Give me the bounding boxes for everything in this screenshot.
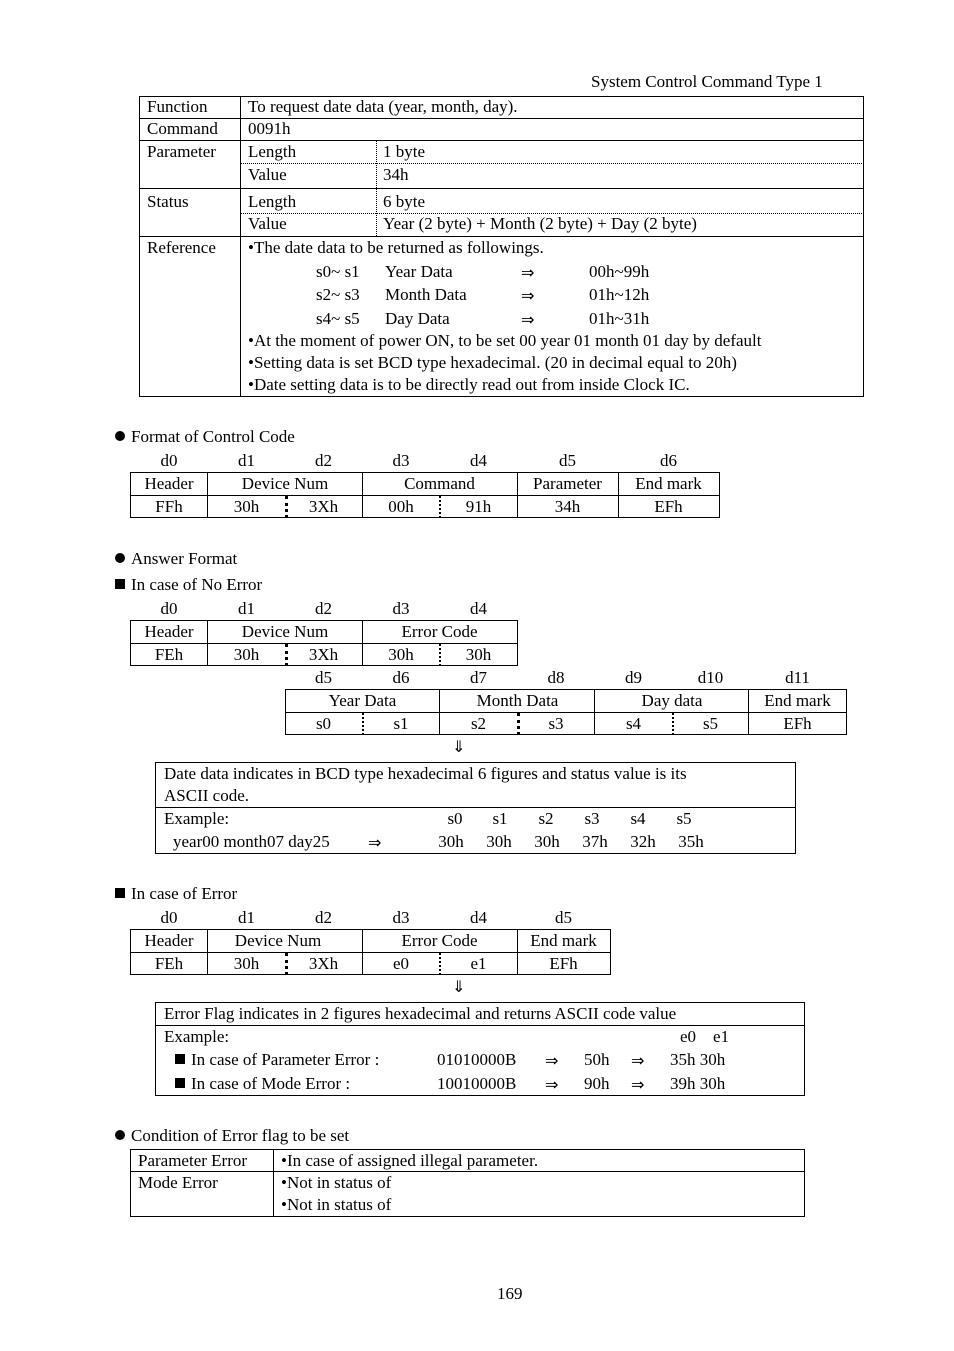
row-bin: 01010000B xyxy=(437,1050,517,1069)
reference-note: •At the moment of power ON, to be set 00 year 01 month 01 day by default xyxy=(248,331,762,350)
mode-error-label: Mode Error xyxy=(138,1173,218,1192)
header-cell: Command xyxy=(404,474,475,493)
header-cell: Day data xyxy=(641,691,703,710)
header-cell: Error Code xyxy=(401,931,478,950)
ref-code: s0~ s1 xyxy=(316,262,360,281)
row-label: In case of Parameter Error : xyxy=(191,1050,380,1069)
right-arrow-icon: ⇒ xyxy=(521,286,535,305)
header-cell: Month Data xyxy=(476,691,559,710)
param-value-value: 34h xyxy=(383,165,409,184)
example-input: year00 month07 day25 xyxy=(173,832,330,851)
value-cell: e0 xyxy=(392,954,410,973)
ref-name: Day Data xyxy=(385,309,450,328)
right-arrow-icon: ⇒ xyxy=(368,833,382,852)
value-cell: 3Xh xyxy=(308,954,339,973)
down-arrow-icon: ⇓ xyxy=(452,977,466,996)
no-error-title xyxy=(115,575,262,595)
row-ascii: 39h 30h xyxy=(670,1074,726,1093)
d-label: d11 xyxy=(785,668,810,687)
control-code-title xyxy=(115,427,295,447)
value-cell: 30h xyxy=(233,645,260,664)
d-label: d3 xyxy=(392,908,410,927)
d-label: d10 xyxy=(697,668,724,687)
reference-intro: •The date data to be returned as followings. xyxy=(248,238,544,257)
status-value-label: Value xyxy=(248,214,287,233)
header-cell: Year Data xyxy=(328,691,397,710)
row-hex: 50h xyxy=(584,1050,610,1069)
d-label: d5 xyxy=(555,908,572,927)
example-label: Example: xyxy=(164,809,230,828)
status-label: Status xyxy=(147,192,189,211)
value-cell: s1 xyxy=(393,714,409,733)
d-label: d1 xyxy=(238,599,255,618)
value-cell: EFh xyxy=(783,714,812,733)
square-bullet-icon xyxy=(175,1054,185,1064)
param-length-value: 1 byte xyxy=(383,142,426,161)
value-cell: 30h xyxy=(465,645,492,664)
value-cell: FEh xyxy=(154,954,184,973)
subsection-title: In case of No Error xyxy=(131,575,263,594)
header-cell: Header xyxy=(144,622,194,641)
value-cell: 30h xyxy=(388,645,414,664)
value-cell: FEh xyxy=(154,645,184,664)
value-cell: e1 xyxy=(470,954,487,973)
reference-note: •Date setting data is to be directly read out from inside Clock IC. xyxy=(248,375,690,394)
header-cell: Device Num xyxy=(241,474,329,493)
d-label: d3 xyxy=(392,451,410,470)
example-col: e0 e1 xyxy=(680,1027,730,1046)
header-cell: Parameter xyxy=(533,474,602,493)
d-label: d2 xyxy=(315,599,332,618)
example-col: s5 xyxy=(676,809,692,828)
value-cell: s0 xyxy=(315,714,332,733)
d-label: d3 xyxy=(392,599,410,618)
value-cell: s5 xyxy=(702,714,719,733)
header-cell: End mark xyxy=(764,691,831,710)
header-cell: End mark xyxy=(530,931,597,950)
bullet-icon xyxy=(115,553,125,563)
command-label: Command xyxy=(147,119,218,138)
value-cell: 30h xyxy=(233,954,260,973)
d-label: d5 xyxy=(315,668,332,687)
reference-label: Reference xyxy=(147,238,216,257)
error-example-row xyxy=(175,1050,379,1070)
header-cell: Header xyxy=(144,474,194,493)
square-bullet-icon xyxy=(175,1078,185,1088)
d-label: d4 xyxy=(470,908,487,927)
square-bullet-icon xyxy=(115,888,125,898)
row-bin: 10010000B xyxy=(437,1074,517,1093)
bullet-icon xyxy=(115,431,125,441)
down-arrow-icon: ⇓ xyxy=(452,737,466,756)
param-length-label: Length xyxy=(248,142,297,161)
bullet-icon xyxy=(115,1130,125,1140)
value-cell: EFh xyxy=(549,954,578,973)
value-cell: FFh xyxy=(155,497,183,516)
ref-code: s4~ s5 xyxy=(316,309,360,328)
d-label: d6 xyxy=(660,451,677,470)
right-arrow-icon: ⇒ xyxy=(521,310,535,329)
command-value: 0091h xyxy=(248,119,291,138)
value-cell: 3Xh xyxy=(308,497,339,516)
example-val: 30h xyxy=(534,832,560,851)
page-number: 169 xyxy=(497,1284,523,1303)
d-label: d0 xyxy=(160,599,178,618)
function-value: To request date data (year, month, day). xyxy=(248,97,518,116)
header-cell: Header xyxy=(144,931,194,950)
ref-range: 00h~99h xyxy=(589,262,650,281)
d-label: d0 xyxy=(160,451,178,470)
value-cell: 34h xyxy=(554,497,581,516)
condition-title xyxy=(115,1126,349,1146)
status-length-value: 6 byte xyxy=(383,192,426,211)
d-label: d7 xyxy=(470,668,487,687)
ref-code: s2~ s3 xyxy=(316,285,360,304)
status-value-value: Year (2 byte) + Month (2 byte) + Day (2 byte) xyxy=(383,214,697,233)
note-text: ASCII code. xyxy=(164,786,249,805)
example-label: Example: xyxy=(164,1027,230,1046)
right-arrow-icon: ⇒ xyxy=(631,1051,645,1070)
example-val: 35h xyxy=(678,832,704,851)
d-label: d2 xyxy=(315,451,332,470)
ref-name: Year Data xyxy=(385,262,453,281)
error-example-row xyxy=(175,1074,350,1094)
reference-note: •Setting data is set BCD type hexadecimal. (20 in decimal equal to 20h) xyxy=(248,353,737,372)
answer-format-title xyxy=(115,549,237,569)
value-cell: s2 xyxy=(470,714,487,733)
d-label: d6 xyxy=(392,668,410,687)
parameter-label: Parameter xyxy=(147,142,216,161)
row-ascii: 35h 30h xyxy=(670,1050,726,1069)
note-text: Date data indicates in BCD type hexadecimal 6 figures and status value is its xyxy=(164,764,687,783)
error-title xyxy=(115,884,237,904)
right-arrow-icon: ⇒ xyxy=(545,1051,559,1070)
param-error-desc: •In case of assigned illegal parameter. xyxy=(281,1151,539,1170)
d-label: d2 xyxy=(315,908,332,927)
example-col: s2 xyxy=(538,809,554,828)
section-title: Format of Control Code xyxy=(131,427,295,446)
example-val: 37h xyxy=(582,832,608,851)
example-col: s3 xyxy=(584,809,600,828)
d-label: d9 xyxy=(625,668,642,687)
value-cell: 30h xyxy=(233,497,260,516)
header-cell: Error Code xyxy=(401,622,478,641)
section-title: Answer Format xyxy=(131,549,238,568)
example-col: s0 xyxy=(447,809,463,828)
subsection-title: In case of Error xyxy=(131,884,238,903)
d-label: d8 xyxy=(547,668,565,687)
ref-range: 01h~31h xyxy=(589,309,650,328)
value-cell: s3 xyxy=(548,714,564,733)
d-label: d0 xyxy=(160,908,178,927)
page-header: System Control Command Type 1 xyxy=(591,72,823,91)
square-bullet-icon xyxy=(115,579,125,589)
value-cell: 00h xyxy=(388,497,414,516)
example-val: 32h xyxy=(630,832,656,851)
header-cell: Device Num xyxy=(234,931,322,950)
row-label: In case of Mode Error : xyxy=(191,1074,351,1093)
param-value-label: Value xyxy=(248,165,287,184)
note-text: Error Flag indicates in 2 figures hexadecimal and returns ASCII code value xyxy=(164,1004,677,1023)
d-label: d4 xyxy=(470,451,487,470)
value-cell: EFh xyxy=(654,497,683,516)
right-arrow-icon: ⇒ xyxy=(631,1075,645,1094)
mode-error-desc: •Not in status of xyxy=(281,1173,392,1192)
header-cell: Device Num xyxy=(241,622,329,641)
d-label: d1 xyxy=(238,451,255,470)
row-hex: 90h xyxy=(584,1074,610,1093)
section-title: Condition of Error flag to be set xyxy=(131,1126,350,1145)
example-val: 30h xyxy=(486,832,512,851)
function-label: Function xyxy=(147,97,208,116)
value-cell: s4 xyxy=(625,714,642,733)
d-label: d1 xyxy=(238,908,255,927)
d-label: d5 xyxy=(559,451,576,470)
example-col: s4 xyxy=(630,809,646,828)
example-col: s1 xyxy=(492,809,508,828)
example-val: 30h xyxy=(438,832,464,851)
mode-error-desc: •Not in status of xyxy=(281,1195,392,1214)
param-error-label: Parameter Error xyxy=(138,1151,248,1170)
status-length-label: Length xyxy=(248,192,297,211)
value-cell: 3Xh xyxy=(308,645,339,664)
ref-range: 01h~12h xyxy=(589,285,650,304)
d-label: d4 xyxy=(470,599,487,618)
header-cell: End mark xyxy=(635,474,702,493)
right-arrow-icon: ⇒ xyxy=(545,1075,559,1094)
right-arrow-icon: ⇒ xyxy=(521,263,535,282)
ref-name: Month Data xyxy=(385,285,467,304)
value-cell: 91h xyxy=(465,497,492,516)
